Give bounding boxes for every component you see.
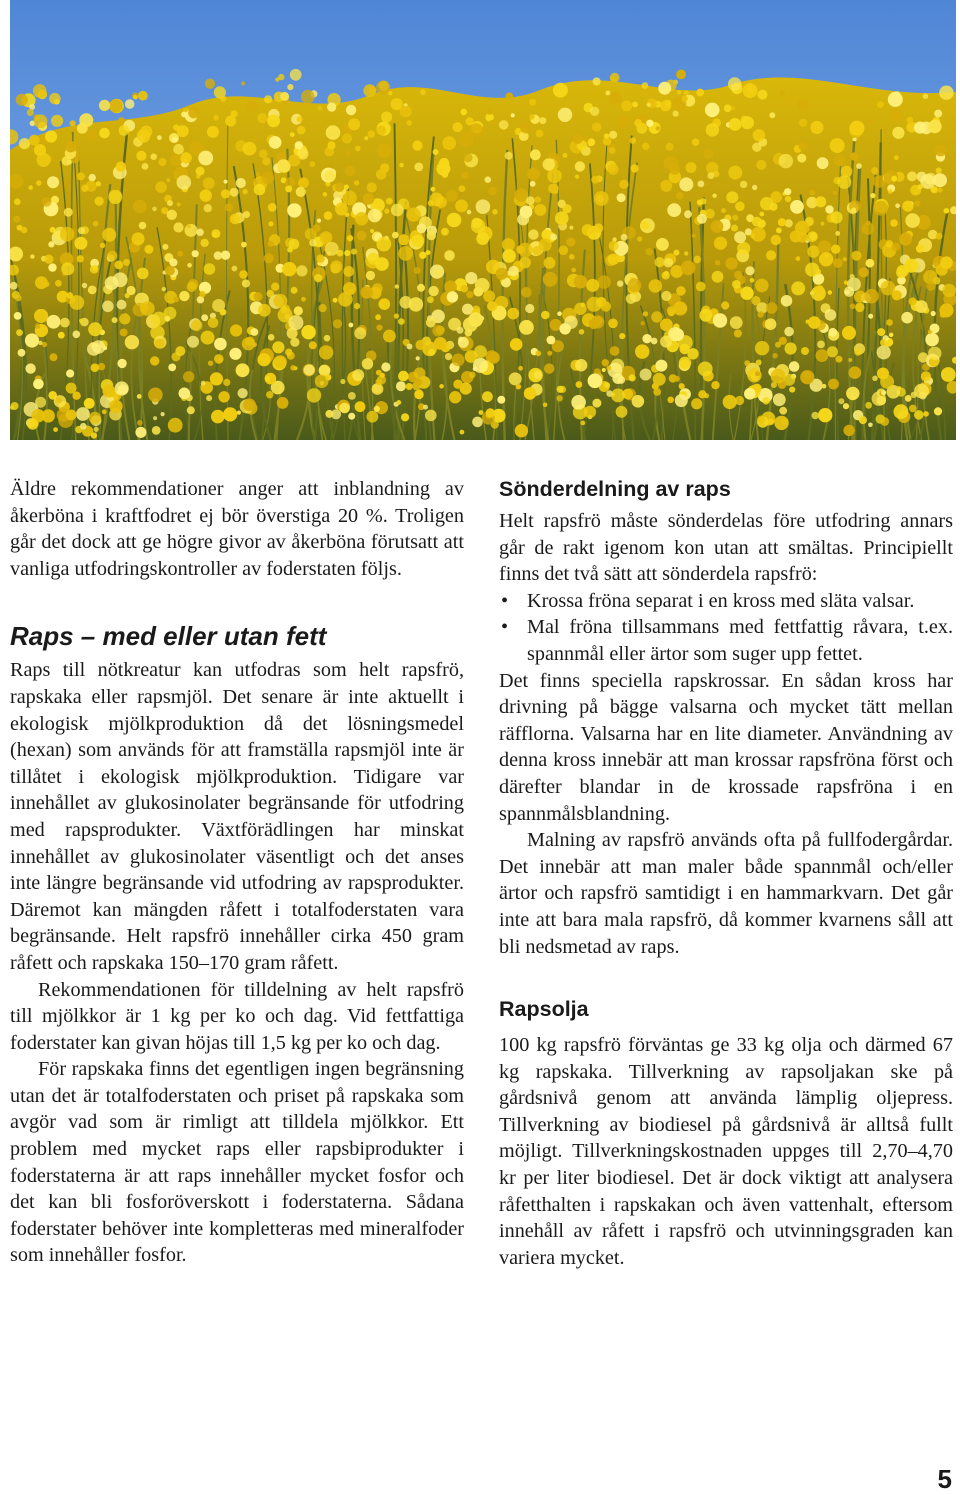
page-number: 5 — [937, 1464, 952, 1494]
left-column — [10, 476, 464, 1269]
rapsolja-paragraph: 100 kg rapsfrö förväntas ge 33 kg olja och därmed 67 kg rapskaka. Tillverkning av rapsoljakan ske på gårdsnivå genom att använda lämplig oljepress. Tillverkning av biodiesel på gårdsnivå är alltså fullt möjligt. Tillverkningskostnaden uppges till 2,70–4,70 kr per liter biodiesel. Det är dock viktigt att analysera råfetthalten i rapskakan och även vattenhalt, eftersom innehåll av råfett i rapsfrö och utvinningsgraden kan variera mycket. — [499, 1034, 953, 1269]
bullet-item: • Mal fröna tillsammans med fettfattig råvara, t.ex. spannmål eller ärtor som suger upp fettet. — [499, 614, 953, 667]
section-heading-sonderdelning: Sönderdelning av raps — [499, 477, 731, 501]
raps-paragraph-3: För rapskaka finns det egentligen ingen begränsning utan det är totalfoderstaten och priset på rapskaka som avgör vad som är rimligt att tilldela mjölkkor. Ett problem med mycket raps eller rapsbiprodukter i foderstaterna är att raps innehåller mycket fosfor och det kan bli fosforöverskott i foderstaterna. Sådana foderstater behöver inte kompletteras med mineralfoder som innehåller fosfor. — [10, 1058, 464, 1267]
raps-paragraph-2: Rekommendationen för tilldelning av helt rapsfrö till mjölkkor är 1 kg per ko och dag. Vid fettfattiga foderstater kan givan höjas till 1,5 kg per ko och dag. — [10, 978, 464, 1054]
section-heading-rapsolja: Rapsolja — [499, 997, 589, 1022]
bullet-item: • Krossa fröna separat i en kross med släta valsar. — [499, 588, 953, 615]
sonderdelning-paragraph-1: Helt rapsfrö måste sönderdelas före utfodring annars går de rakt igenom kon utan att smältas. Principiellt finns det två sätt att sönderdela rapsfrö: — [499, 510, 953, 586]
intro-paragraph: Äldre rekommendationer anger att inblandning av åkerböna i kraftfodret ej bör överstiga 20 %. Troligen går det dock att ge högre givor av åkerböna förutsatt att vanliga utfodringskontroller av foderstaten följs. — [10, 478, 464, 580]
rapeseed-field-photo — [10, 0, 956, 440]
bullet-list — [499, 588, 953, 668]
section-heading-raps: Raps – med eller utan fett — [10, 621, 327, 652]
sonderdelning-paragraph-2: Det finns speciella rapskrossar. En sådan kross har drivning på bägge valsarna och mycket tätt mellan räfflorna. Valsarna har en lite diameter. Användning av denna kross innebär att man krossar rapsfröna först och därefter blandar in de krossade rapsfröna i en spannmålsblandning. — [499, 669, 953, 825]
sonderdelning-paragraph-3: Malning av rapsfrö används ofta på fullfodergårdar. Det innebär att man maler både spannmål och/eller ärtor och rapsfrö samtidigt i en hammarkvarn. Det går inte att bara mala rapsfrö, då kommer kvarnens såll att bli nedsmetad av raps. — [499, 829, 953, 958]
right-column — [499, 476, 953, 1271]
raps-paragraph-1: Raps till nötkreatur kan utfodras som helt rapsfrö, rapskaka eller rapsmjöl. Det senare är inte aktuellt i ekologisk mjölkproduktion då det lösningsmedel (hexan) som används för att framställa rapsmjöl inte är tillåtet i ekologisk mjölkproduktion. Tidigare var innehållet av glukosinolater begränsande för utfodring med rapsprodukter. Växtförädlingen har minskat innehållet av glukosinolater väsentligt och det anses inte längre begränsande vid utfodring av rapsprodukter. Däremot kan mängden råfett i totalfoderstaten vara begränsande. Helt rapsfrö innehåller cirka 450 gram råfett och rapskaka 150–170 gram råfett. — [10, 659, 464, 974]
